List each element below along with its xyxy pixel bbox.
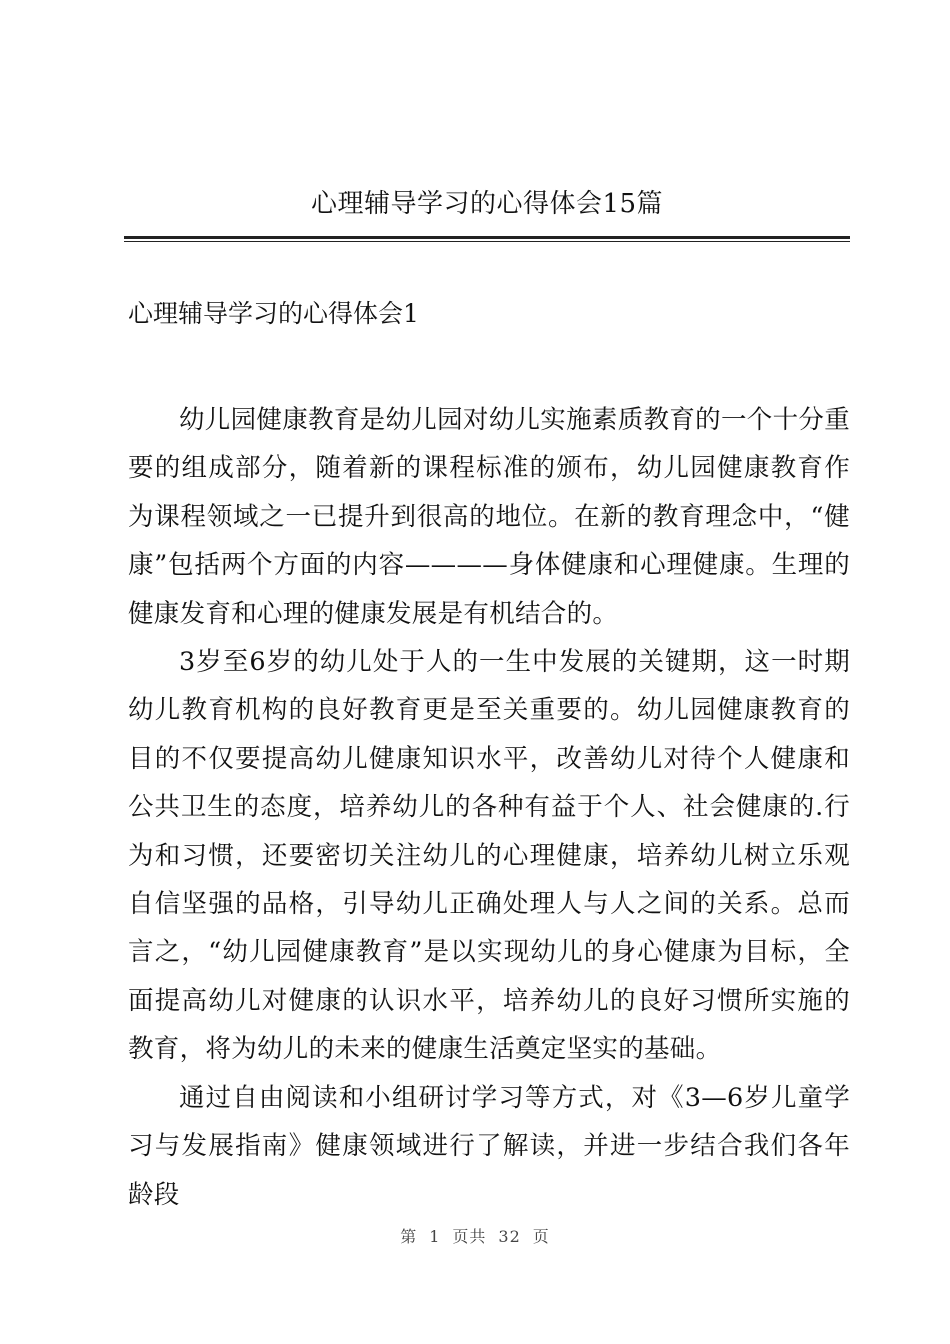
paragraph-1: 幼儿园健康教育是幼儿园对幼儿实施素质教育的一个十分重要的组成部分，随着新的课程标准的颁布，幼儿园健康教育作为课程领域之一已提升到很高的地位。在新的教育理念中，“健康”包括两个方面的内容————身体健康和心理健康。生理的健康发育和心理的健康发展是有机结合的。 [128,405,850,629]
paragraph-2: 3岁至6岁的幼儿处于人的一生中发展的关键期，这一时期幼儿教育机构的良好教育更是至关重要的。幼儿园健康教育的目的不仅要提高幼儿健康知识水平，改善幼儿对待个人健康和公共卫生的态度，培养幼儿的各种有益于个人、社会健康的.行为和习惯，还要密切关注幼儿的心理健康，培养幼儿树立乐观自信坚强的品格，引导幼儿正确处理人与人之间的关系。总而言之，“幼儿园健康教育”是以实现幼儿的身心健康为目标，全面提高幼儿对健康的认识水平，培养幼儿的良好习惯所实施的教育，将为幼儿的未来的健康生活奠定坚实的基础。 [128,647,850,1065]
footer-suffix: 页 [532,1227,550,1246]
page-footer [0,1226,950,1248]
title-divider-thick [124,236,850,239]
body-text [128,396,850,1219]
footer-current-page: 1 [429,1227,441,1246]
footer-total-pages: 32 [498,1227,521,1246]
title-divider-thin [124,241,850,242]
footer-prefix: 第 [400,1227,418,1246]
section-heading: 心理辅导学习的心得体会1 [128,299,419,328]
footer-middle: 页共 [452,1227,487,1246]
paragraph-3: 通过自由阅读和小组研讨学习等方式，对《3—6岁儿童学习与发展指南》健康领域进行了解读，并进一步结合我们各年龄段 [128,1082,850,1210]
document-title: 心理辅导学习的心得体会15篇 [310,189,664,219]
